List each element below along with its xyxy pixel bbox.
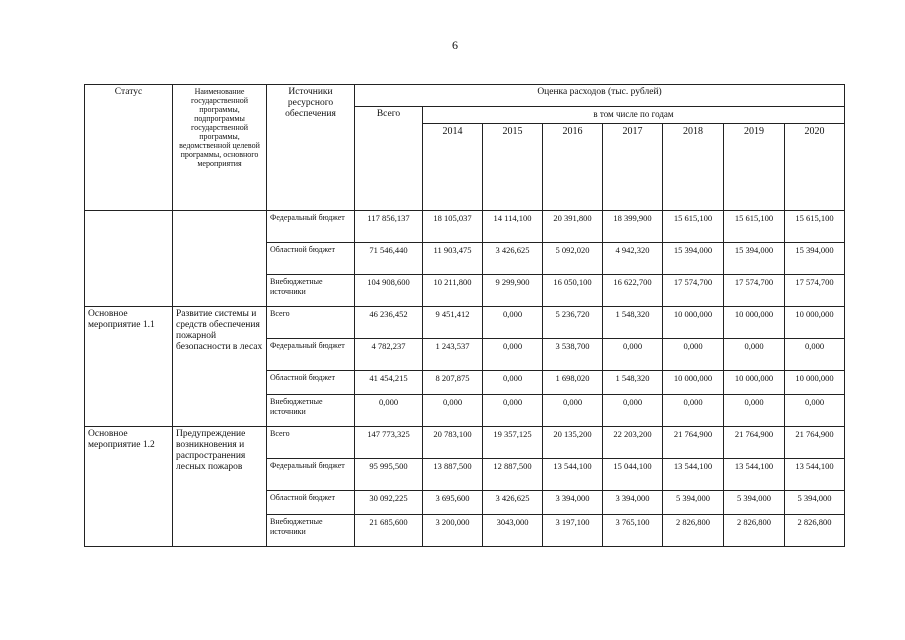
total-value-cell: 30 092,225: [355, 491, 423, 515]
year-value-cell: 0,000: [423, 395, 483, 427]
header-year: 2020: [785, 124, 845, 211]
year-value-cell: 1 548,320: [603, 371, 663, 395]
year-value-cell: 3 426,625: [483, 491, 543, 515]
source-cell: Федеральный бюджет: [267, 211, 355, 243]
year-value-cell: 0,000: [785, 339, 845, 371]
table-header: [85, 85, 845, 211]
year-value-cell: 2 826,800: [724, 515, 785, 547]
year-value-cell: 10 000,000: [724, 371, 785, 395]
year-value-cell: 21 764,900: [785, 427, 845, 459]
year-value-cell: 1 243,537: [423, 339, 483, 371]
total-value-cell: 95 995,500: [355, 459, 423, 491]
year-value-cell: 13 887,500: [423, 459, 483, 491]
year-value-cell: 3043,000: [483, 515, 543, 547]
program-name-cell: Предупреждение возникновения и распространения лесных пожаров: [173, 427, 267, 547]
year-value-cell: 5 236,720: [543, 307, 603, 339]
year-value-cell: 1 548,320: [603, 307, 663, 339]
year-value-cell: 11 903,475: [423, 243, 483, 275]
year-value-cell: 0,000: [483, 371, 543, 395]
year-value-cell: 10 000,000: [785, 371, 845, 395]
year-value-cell: 1 698,020: [543, 371, 603, 395]
table-body: [85, 211, 845, 547]
budget-table: [84, 84, 845, 547]
status-cell: Основное мероприятие 1.1: [85, 307, 173, 427]
year-value-cell: 10 000,000: [785, 307, 845, 339]
year-value-cell: 0,000: [483, 395, 543, 427]
year-value-cell: 15 394,000: [785, 243, 845, 275]
table-row: [85, 307, 845, 339]
year-value-cell: 18 399,900: [603, 211, 663, 243]
year-value-cell: 17 574,700: [724, 275, 785, 307]
table-row: [85, 427, 845, 459]
year-value-cell: 17 574,700: [785, 275, 845, 307]
year-value-cell: 9 299,900: [483, 275, 543, 307]
year-value-cell: 10 211,800: [423, 275, 483, 307]
total-value-cell: 117 856,137: [355, 211, 423, 243]
year-value-cell: 3 765,100: [603, 515, 663, 547]
year-value-cell: 13 544,100: [663, 459, 724, 491]
year-value-cell: 20 391,800: [543, 211, 603, 243]
year-value-cell: 20 135,200: [543, 427, 603, 459]
year-value-cell: 21 764,900: [724, 427, 785, 459]
year-value-cell: 5 394,000: [785, 491, 845, 515]
header-year: 2014: [423, 124, 483, 211]
header-year: 2017: [603, 124, 663, 211]
year-value-cell: 15 044,100: [603, 459, 663, 491]
year-value-cell: 0,000: [663, 395, 724, 427]
page-number: 6: [452, 38, 458, 52]
year-value-cell: 10 000,000: [663, 371, 724, 395]
header-status: Статус: [85, 85, 173, 211]
year-value-cell: 13 544,100: [543, 459, 603, 491]
source-cell: Всего: [267, 307, 355, 339]
year-value-cell: 15 615,100: [663, 211, 724, 243]
year-value-cell: 3 426,625: [483, 243, 543, 275]
year-value-cell: 0,000: [543, 395, 603, 427]
year-value-cell: 16 050,100: [543, 275, 603, 307]
year-value-cell: 0,000: [483, 339, 543, 371]
year-value-cell: 16 622,700: [603, 275, 663, 307]
year-value-cell: 3 200,000: [423, 515, 483, 547]
year-value-cell: 2 826,800: [785, 515, 845, 547]
year-value-cell: 0,000: [603, 395, 663, 427]
year-value-cell: 13 544,100: [785, 459, 845, 491]
year-value-cell: 3 695,600: [423, 491, 483, 515]
program-name-cell: [173, 211, 267, 307]
year-value-cell: 21 764,900: [663, 427, 724, 459]
header-year: 2019: [724, 124, 785, 211]
year-value-cell: 13 544,100: [724, 459, 785, 491]
year-value-cell: 10 000,000: [663, 307, 724, 339]
source-cell: Областной бюджет: [267, 243, 355, 275]
header-by-year: в том числе по годам: [423, 107, 845, 124]
year-value-cell: 14 114,100: [483, 211, 543, 243]
source-cell: Внебюджетные источники: [267, 395, 355, 427]
year-value-cell: 3 394,000: [603, 491, 663, 515]
source-cell: Внебюджетные источники: [267, 515, 355, 547]
year-value-cell: 15 394,000: [663, 243, 724, 275]
year-value-cell: 19 357,125: [483, 427, 543, 459]
year-value-cell: 3 197,100: [543, 515, 603, 547]
year-value-cell: 8 207,875: [423, 371, 483, 395]
table-row: [85, 211, 845, 243]
year-value-cell: 10 000,000: [724, 307, 785, 339]
total-value-cell: 41 454,215: [355, 371, 423, 395]
year-value-cell: 3 394,000: [543, 491, 603, 515]
source-cell: Внебюджетные источники: [267, 275, 355, 307]
year-value-cell: 4 942,320: [603, 243, 663, 275]
source-cell: Областной бюджет: [267, 491, 355, 515]
year-value-cell: 5 092,020: [543, 243, 603, 275]
header-total: Всего: [355, 107, 423, 211]
total-value-cell: 147 773,325: [355, 427, 423, 459]
status-cell: [85, 211, 173, 307]
year-value-cell: 17 574,700: [663, 275, 724, 307]
total-value-cell: 0,000: [355, 395, 423, 427]
year-value-cell: 15 394,000: [724, 243, 785, 275]
year-value-cell: 9 451,412: [423, 307, 483, 339]
header-year: 2016: [543, 124, 603, 211]
year-value-cell: 0,000: [663, 339, 724, 371]
year-value-cell: 20 783,100: [423, 427, 483, 459]
year-value-cell: 15 615,100: [724, 211, 785, 243]
year-value-cell: 12 887,500: [483, 459, 543, 491]
status-cell: Основное мероприятие 1.2: [85, 427, 173, 547]
year-value-cell: 3 538,700: [543, 339, 603, 371]
year-value-cell: 18 105,037: [423, 211, 483, 243]
total-value-cell: 46 236,452: [355, 307, 423, 339]
header-estimate: Оценка расходов (тыс. рублей): [355, 85, 845, 107]
year-value-cell: 5 394,000: [724, 491, 785, 515]
source-cell: Федеральный бюджет: [267, 459, 355, 491]
total-value-cell: 4 782,237: [355, 339, 423, 371]
program-name-cell: Развитие системы и средств обеспечения пожарной безопасности в лесах: [173, 307, 267, 427]
header-year: 2015: [483, 124, 543, 211]
source-cell: Областной бюджет: [267, 371, 355, 395]
year-value-cell: 0,000: [603, 339, 663, 371]
year-value-cell: 15 615,100: [785, 211, 845, 243]
total-value-cell: 104 908,600: [355, 275, 423, 307]
year-value-cell: 0,000: [724, 395, 785, 427]
year-value-cell: 2 826,800: [663, 515, 724, 547]
year-value-cell: 22 203,200: [603, 427, 663, 459]
year-value-cell: 0,000: [483, 307, 543, 339]
year-value-cell: 5 394,000: [663, 491, 724, 515]
total-value-cell: 71 546,440: [355, 243, 423, 275]
year-value-cell: 0,000: [785, 395, 845, 427]
header-year: 2018: [663, 124, 724, 211]
header-program-name: Наименование государственной программы, подпрограммы государственной программы, ведомственной целевой программы, основного мероприятия: [173, 85, 267, 211]
header-sources: Источники ресурсного обеспечения: [267, 85, 355, 211]
total-value-cell: 21 685,600: [355, 515, 423, 547]
source-cell: Всего: [267, 427, 355, 459]
source-cell: Федеральный бюджет: [267, 339, 355, 371]
year-value-cell: 0,000: [724, 339, 785, 371]
